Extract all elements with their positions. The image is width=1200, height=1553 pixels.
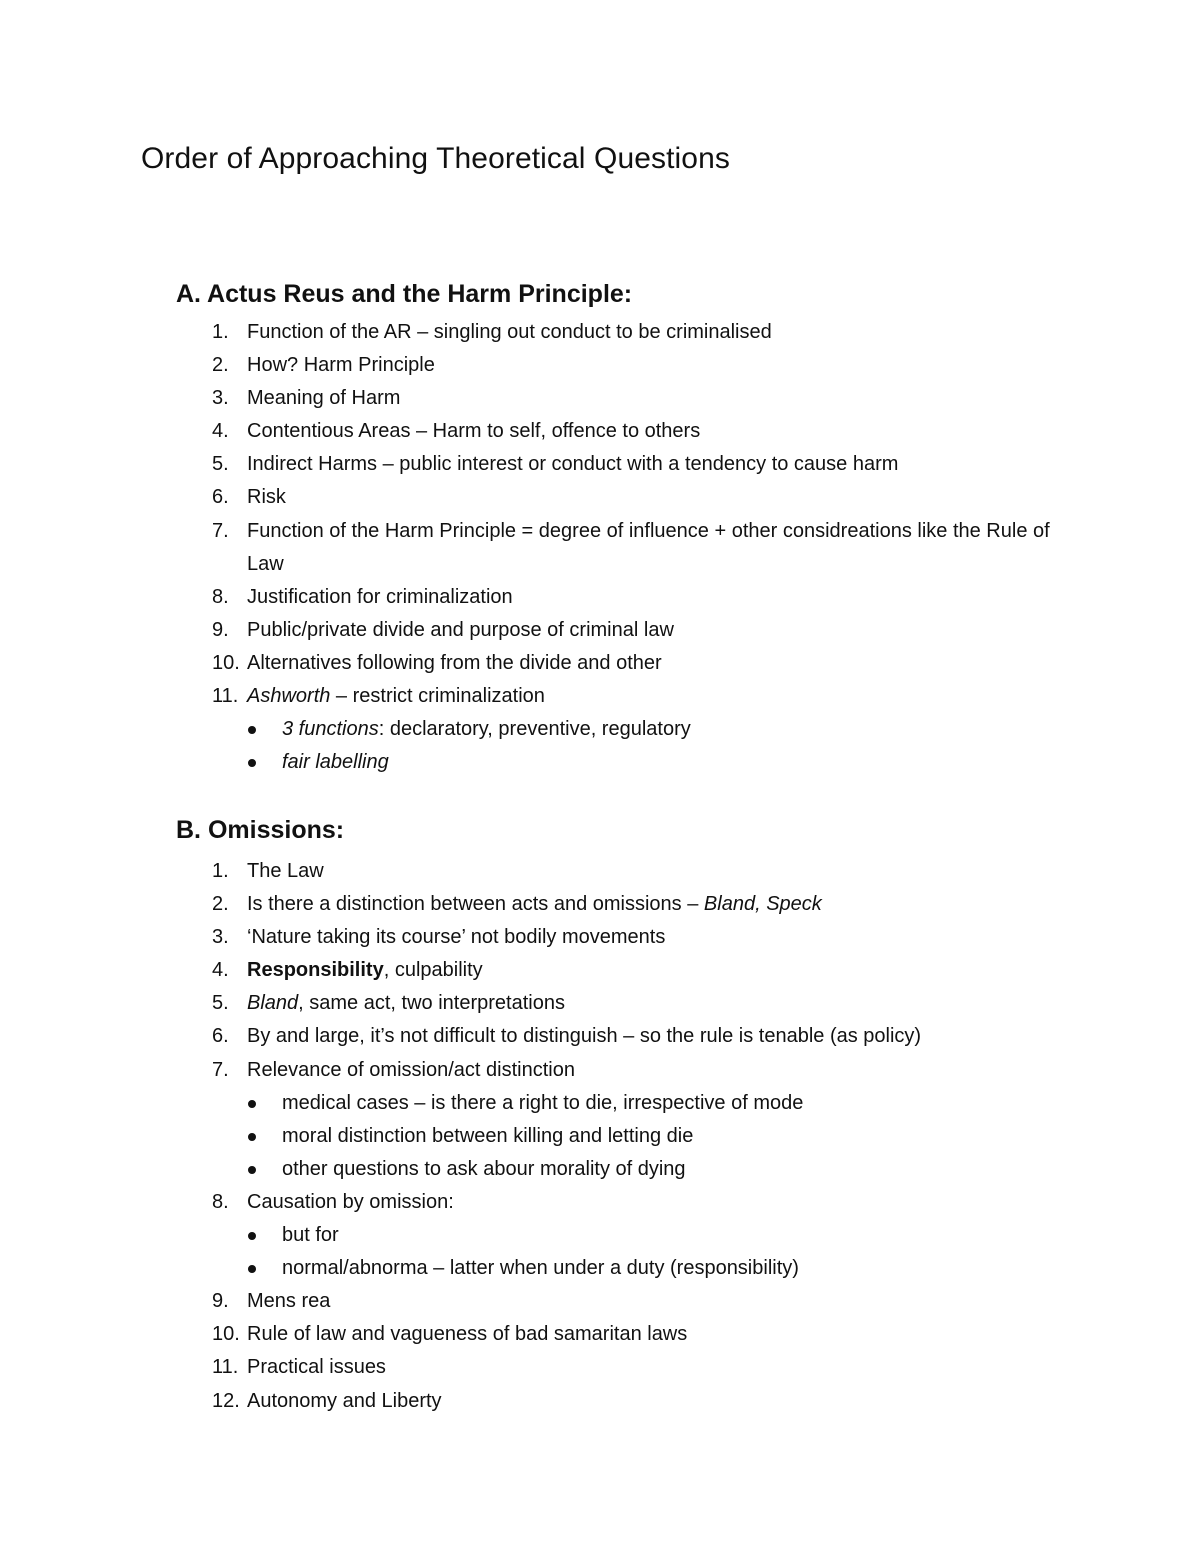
bullet-icon	[248, 1166, 256, 1174]
list-item: 3. ‘Nature taking its course’ not bodily movements	[212, 926, 666, 949]
list-item: 4. Responsibility, culpability	[212, 959, 483, 982]
section-a-list	[0, 316, 1200, 779]
bullet-item: other questions to ask abour morality of dying	[0, 1153, 1200, 1186]
bullet-icon	[248, 726, 256, 734]
list-item: 6. Risk	[212, 486, 286, 509]
list-item: 5. Bland, same act, two interpretations	[212, 992, 565, 1015]
bullet-icon	[248, 759, 256, 767]
section-b-list	[0, 855, 1200, 1418]
bullet-item: fair labelling	[0, 746, 1200, 779]
list-item: 4. Contentious Areas – Harm to self, offence to others	[212, 420, 701, 443]
bullet-icon	[248, 1265, 256, 1273]
list-item: 7. Relevance of omission/act distinction	[212, 1058, 575, 1081]
bullet-item: but for	[0, 1219, 1200, 1252]
list-item: 11. Ashworth – restrict criminalization	[212, 685, 545, 708]
page-title: Order of Approaching Theoretical Questions	[141, 142, 730, 175]
list-item: 11. Practical issues	[212, 1356, 386, 1379]
list-item: 3. Meaning of Harm	[212, 387, 401, 410]
list-item: 8. Justification for criminalization	[212, 585, 513, 608]
list-item: 8. Causation by omission:	[212, 1190, 454, 1213]
bullet-item: medical cases – is there a right to die, irrespective of mode	[0, 1087, 1200, 1120]
list-item: 2. Is there a distinction between acts and omissions – Bland, Speck	[212, 893, 822, 916]
list-item: 9. Public/private divide and purpose of criminal law	[212, 618, 674, 641]
list-item: 10. Alternatives following from the divide and other	[212, 651, 662, 674]
bullet-icon	[248, 1232, 256, 1240]
list-item: 7. Function of the Harm Principle = degree of influence + other considreations like the Rule of Law	[212, 519, 1050, 575]
list-item: 2. How? Harm Principle	[212, 354, 435, 377]
bullet-item: normal/abnorma – latter when under a duty (responsibility)	[0, 1252, 1200, 1285]
list-item: 12. Autonomy and Liberty	[212, 1389, 442, 1412]
list-item: 1. Function of the AR – singling out conduct to be criminalised	[212, 321, 772, 343]
list-item: 5. Indirect Harms – public interest or conduct with a tendency to cause harm	[212, 453, 899, 476]
section-a-heading: A. Actus Reus and the Harm Principle:	[176, 280, 633, 308]
list-item: 6. By and large, it’s not difficult to distinguish – so the rule is tenable (as policy)	[212, 1025, 922, 1048]
section-b-heading: B. Omissions:	[176, 816, 345, 844]
bullet-item: 3 functions: declaratory, preventive, regulatory	[0, 713, 1200, 746]
list-item: 10. Rule of law and vagueness of bad samaritan laws	[212, 1323, 688, 1346]
bullet-icon	[248, 1133, 256, 1141]
bullet-item: moral distinction between killing and letting die	[0, 1120, 1200, 1153]
bullet-icon	[248, 1100, 256, 1108]
list-item: 9. Mens rea	[212, 1290, 331, 1313]
list-item: 1. The Law	[212, 860, 324, 882]
